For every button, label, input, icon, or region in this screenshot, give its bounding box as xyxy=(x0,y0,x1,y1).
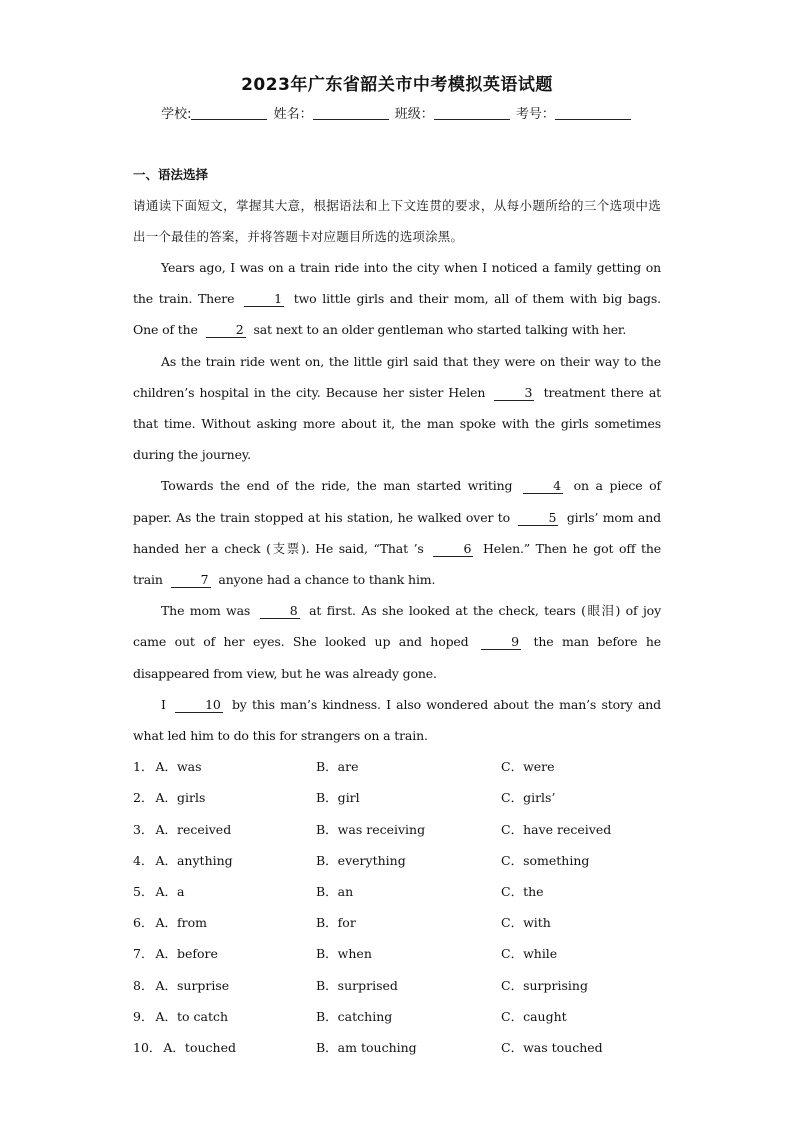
question-row xyxy=(133,814,661,845)
option-a: A．girls xyxy=(155,790,206,806)
option-a: A．touched xyxy=(163,1040,236,1056)
answer-blank: 9 xyxy=(481,635,521,650)
exam-title: 2023年广东省韶关市中考模拟英语试题 xyxy=(241,75,553,95)
section-heading: 一、语法选择 xyxy=(133,167,209,182)
passage-paragraph xyxy=(133,470,661,595)
option-c: C．something xyxy=(501,852,590,868)
option-c: C．was touched xyxy=(501,1040,603,1056)
option-a: A．anything xyxy=(155,852,233,868)
question-number-and-option-a xyxy=(133,782,316,813)
option-c: C．while xyxy=(501,946,558,962)
option-a: A．to catch xyxy=(155,1008,229,1024)
option-c: C．girls’ xyxy=(501,790,556,806)
passage-text: I xyxy=(161,696,166,712)
question-number-and-option-a xyxy=(133,845,316,876)
reading-passage xyxy=(133,252,661,751)
question-list xyxy=(133,751,661,1063)
answer-blank: 6 xyxy=(433,542,473,557)
question-number: 7． xyxy=(133,946,154,962)
option-c: C．were xyxy=(501,759,555,775)
question-row xyxy=(133,970,661,1001)
question-row xyxy=(133,751,661,782)
name-field[interactable] xyxy=(313,107,389,120)
option-b: B．am touching xyxy=(316,1040,417,1056)
passage-text: anyone had a chance to thank him. xyxy=(218,572,436,588)
option-a: A．surprise xyxy=(155,977,230,993)
exam-number-field[interactable] xyxy=(555,107,631,120)
option-b: B．when xyxy=(316,946,372,962)
passage-text: at first. As she looked at the check, tears (眼泪) of joy came out of her eyes. She looked up and hoped xyxy=(133,603,661,650)
school-label: 学校: xyxy=(161,107,192,122)
question-number-and-option-a xyxy=(133,814,316,845)
answer-blank: 8 xyxy=(260,604,300,619)
answer-blank: 7 xyxy=(171,573,211,588)
question-number: 5． xyxy=(133,884,154,900)
passage-text: two little girls and their mom, all of them with big bags. One of the xyxy=(133,291,661,338)
question-number-and-option-a xyxy=(133,907,316,938)
answer-blank: 2 xyxy=(206,323,246,338)
passage-text: Years ago, I was on a train ride into the city when I noticed a family getting on the train. There xyxy=(133,260,661,307)
question-number: 6． xyxy=(133,915,154,931)
passage-text: Towards the end of the ride, the man started writing xyxy=(161,478,513,494)
option-a: A．was xyxy=(155,759,202,775)
answer-blank: 4 xyxy=(523,479,563,494)
passage-text: treatment there at that time. Without asking more about it, the man spoke with the girls sometimes during the journey. xyxy=(133,384,661,463)
option-b: B．everything xyxy=(316,852,406,868)
question-number-and-option-a xyxy=(133,751,316,782)
passage-text: by this man’s kindness. I also wondered about the man’s story and what led him to do this for strangers on a train. xyxy=(133,696,662,744)
answer-blank: 1 xyxy=(244,292,284,307)
option-b: B．was receiving xyxy=(316,821,426,837)
passage-paragraph xyxy=(133,252,661,346)
student-info-line xyxy=(0,103,794,122)
option-b: B．an xyxy=(316,884,354,900)
question-number: 4． xyxy=(133,852,154,868)
school-field[interactable] xyxy=(191,107,267,120)
question-number: 3． xyxy=(133,821,154,837)
passage-text: Helen.” Then he got off the train xyxy=(133,540,662,588)
option-c: C．the xyxy=(501,884,544,900)
option-c: C．have received xyxy=(501,821,612,837)
passage-paragraph xyxy=(133,689,661,751)
question-number: 1． xyxy=(133,759,154,775)
question-number: 2． xyxy=(133,790,154,806)
passage-text: the man before he disappeared from view, but he was already gone. xyxy=(133,634,662,681)
class-field[interactable] xyxy=(434,107,510,120)
question-number: 10． xyxy=(133,1040,162,1056)
passage-text: The mom was xyxy=(161,603,251,619)
option-a: A．received xyxy=(155,821,232,837)
class-label: 班级： xyxy=(394,107,434,122)
passage-text: As the train ride went on, the little girl said that they were on their way to the children’s hospital in the city. Because her sister Helen xyxy=(133,353,661,400)
option-b: B．are xyxy=(316,759,359,775)
question-row xyxy=(133,782,661,813)
option-a: A．from xyxy=(155,915,207,931)
question-number-and-option-a xyxy=(133,970,316,1001)
passage-paragraph xyxy=(133,595,661,689)
passage-paragraph xyxy=(133,346,661,471)
question-row xyxy=(133,1001,661,1032)
question-number-and-option-a xyxy=(133,876,316,907)
option-b: B．surprised xyxy=(316,977,398,993)
option-c: C．caught xyxy=(501,1008,567,1024)
passage-text: sat next to an older gentleman who started talking with her. xyxy=(253,322,627,338)
option-b: B．for xyxy=(316,915,356,931)
question-row xyxy=(133,938,661,969)
question-number-and-option-a xyxy=(133,1001,316,1032)
option-a: A．before xyxy=(155,946,218,962)
option-c: C．surprising xyxy=(501,977,588,993)
answer-blank: 10 xyxy=(175,698,223,713)
question-row xyxy=(133,876,661,907)
question-row xyxy=(133,1032,661,1063)
option-b: B．catching xyxy=(316,1008,393,1024)
answer-blank: 3 xyxy=(494,386,534,401)
question-number-and-option-a xyxy=(133,938,316,969)
passage-text: girls’ mom and handed her a check (支票). He said, “That ’s xyxy=(133,509,661,556)
option-b: B．girl xyxy=(316,790,360,806)
section-grammar xyxy=(133,166,661,1063)
question-number-and-option-a xyxy=(133,1032,316,1063)
option-c: C．with xyxy=(501,915,551,931)
question-row xyxy=(133,845,661,876)
question-number: 9． xyxy=(133,1008,154,1024)
section-instruction: 请通读下面短文，掌握其大意，根据语法和上下文连贯的要求，从每小题所给的三个选项中选出一个最佳的答案，并将答题卡对应题目所选的选项涂黑。 xyxy=(133,198,661,244)
passage-text: on a piece of paper. As the train stopped at his station, he walked over to xyxy=(133,478,662,525)
option-a: A．a xyxy=(155,884,185,900)
name-label: 姓名： xyxy=(273,107,313,122)
question-row xyxy=(133,907,661,938)
answer-blank: 5 xyxy=(518,511,558,526)
question-number: 8． xyxy=(133,977,154,993)
exam-number-label: 考号： xyxy=(515,107,555,122)
